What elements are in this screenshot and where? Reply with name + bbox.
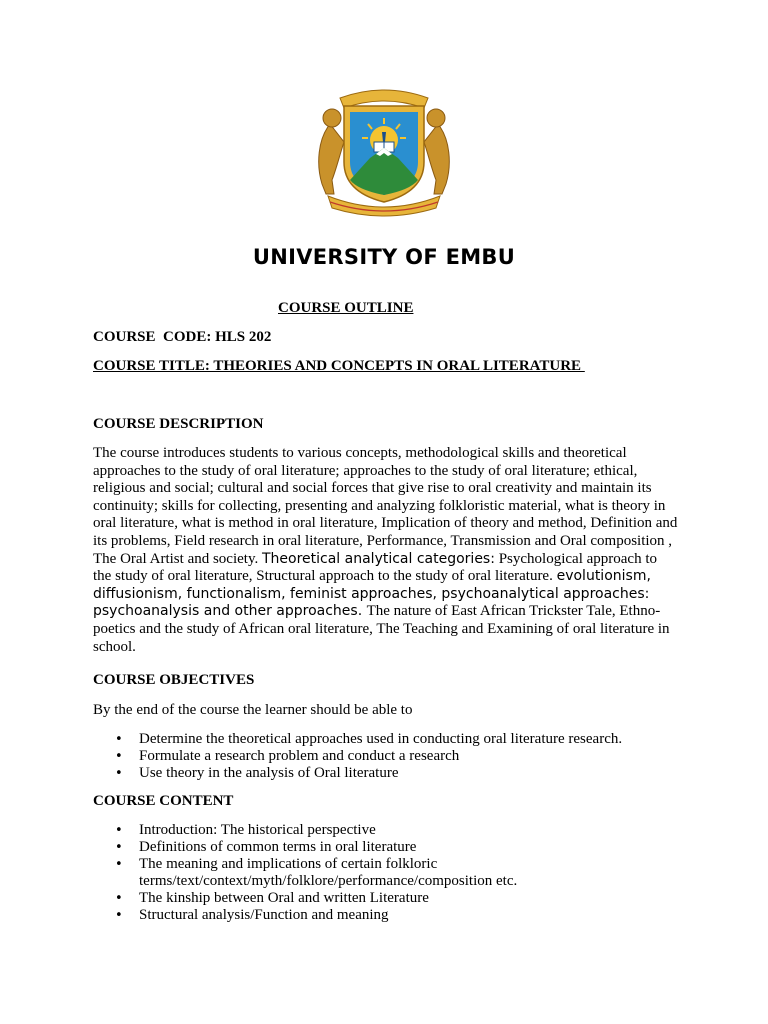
course-title: COURSE TITLE: THEORIES AND CONCEPTS IN ORAL LITERATURE xyxy=(93,358,585,374)
list-item: • Introduction: The historical perspective xyxy=(115,822,376,838)
description-part-3: Psychological approach to the study of oral literature, Structural approach to the study of oral literature. xyxy=(93,550,657,585)
description-part-5: The nature of East African Trickster Tale, Ethno-poetics and the study of African oral literature, The Teaching and Examining of oral literature in school. xyxy=(93,603,670,655)
bullet-icon: • xyxy=(115,766,123,781)
objectives-list xyxy=(93,731,673,782)
list-item: • Determine the theoretical approaches used in conducting oral literature research. xyxy=(115,731,623,747)
course-code: COURSE CODE: HLS 202 xyxy=(93,329,272,345)
list-item: • The meaning and implications of certain folkloric terms/text/context/myth/folklore/performance/composition etc. xyxy=(115,856,518,889)
course-description-heading: COURSE DESCRIPTION xyxy=(93,416,264,432)
bullet-icon: • xyxy=(115,908,123,923)
list-item: • Definitions of common terms in oral literature xyxy=(115,839,417,855)
bullet-icon: • xyxy=(115,749,123,764)
objectives-intro: By the end of the course the learner should be able to xyxy=(93,702,413,718)
bullet-icon: • xyxy=(115,823,123,838)
course-content-heading: COURSE CONTENT xyxy=(93,793,234,809)
list-item: • Use theory in the analysis of Oral literature xyxy=(115,765,399,781)
description-part-2: Theoretical analytical categories: xyxy=(261,550,495,567)
course-description-text xyxy=(93,445,678,656)
bullet-icon: • xyxy=(115,891,123,906)
content-list xyxy=(93,822,613,924)
bullet-icon: • xyxy=(115,840,123,855)
description-part-4: evolutionism, diffusionism, functionalism, feminist approaches, psychoanalytical approaches: psychoanalysis and other approaches. xyxy=(93,568,651,620)
course-outline-heading: COURSE OUTLINE xyxy=(278,300,414,316)
bullet-icon: • xyxy=(115,732,123,747)
course-objectives-heading: COURSE OBJECTIVES xyxy=(93,672,255,688)
bullet-icon: • xyxy=(115,857,123,872)
university-crest-logo xyxy=(310,84,458,220)
description-part-1: The course introduces students to various concepts, methodological skills and theoretical approaches to the study of oral literature; approaches to the study of oral literature; ethical, religious and social; cultural and social forces that give rise to oral creativity and maintain its continuity; skills for collecting, presenting and analyzing folkloristic material, what is theory in oral literature, what is method in oral literature, Implication of theory and method, Definition and its problems, Field research in oral literature, Performance, Transmission and Oral composition , The Oral Artist and society. xyxy=(93,445,678,567)
list-item: • Structural analysis/Function and meaning xyxy=(115,907,389,923)
list-item: • The kinship between Oral and written Literature xyxy=(115,890,429,906)
list-item: • Formulate a research problem and conduct a research xyxy=(115,748,460,764)
university-title: UNIVERSITY OF EMBU xyxy=(252,245,516,269)
